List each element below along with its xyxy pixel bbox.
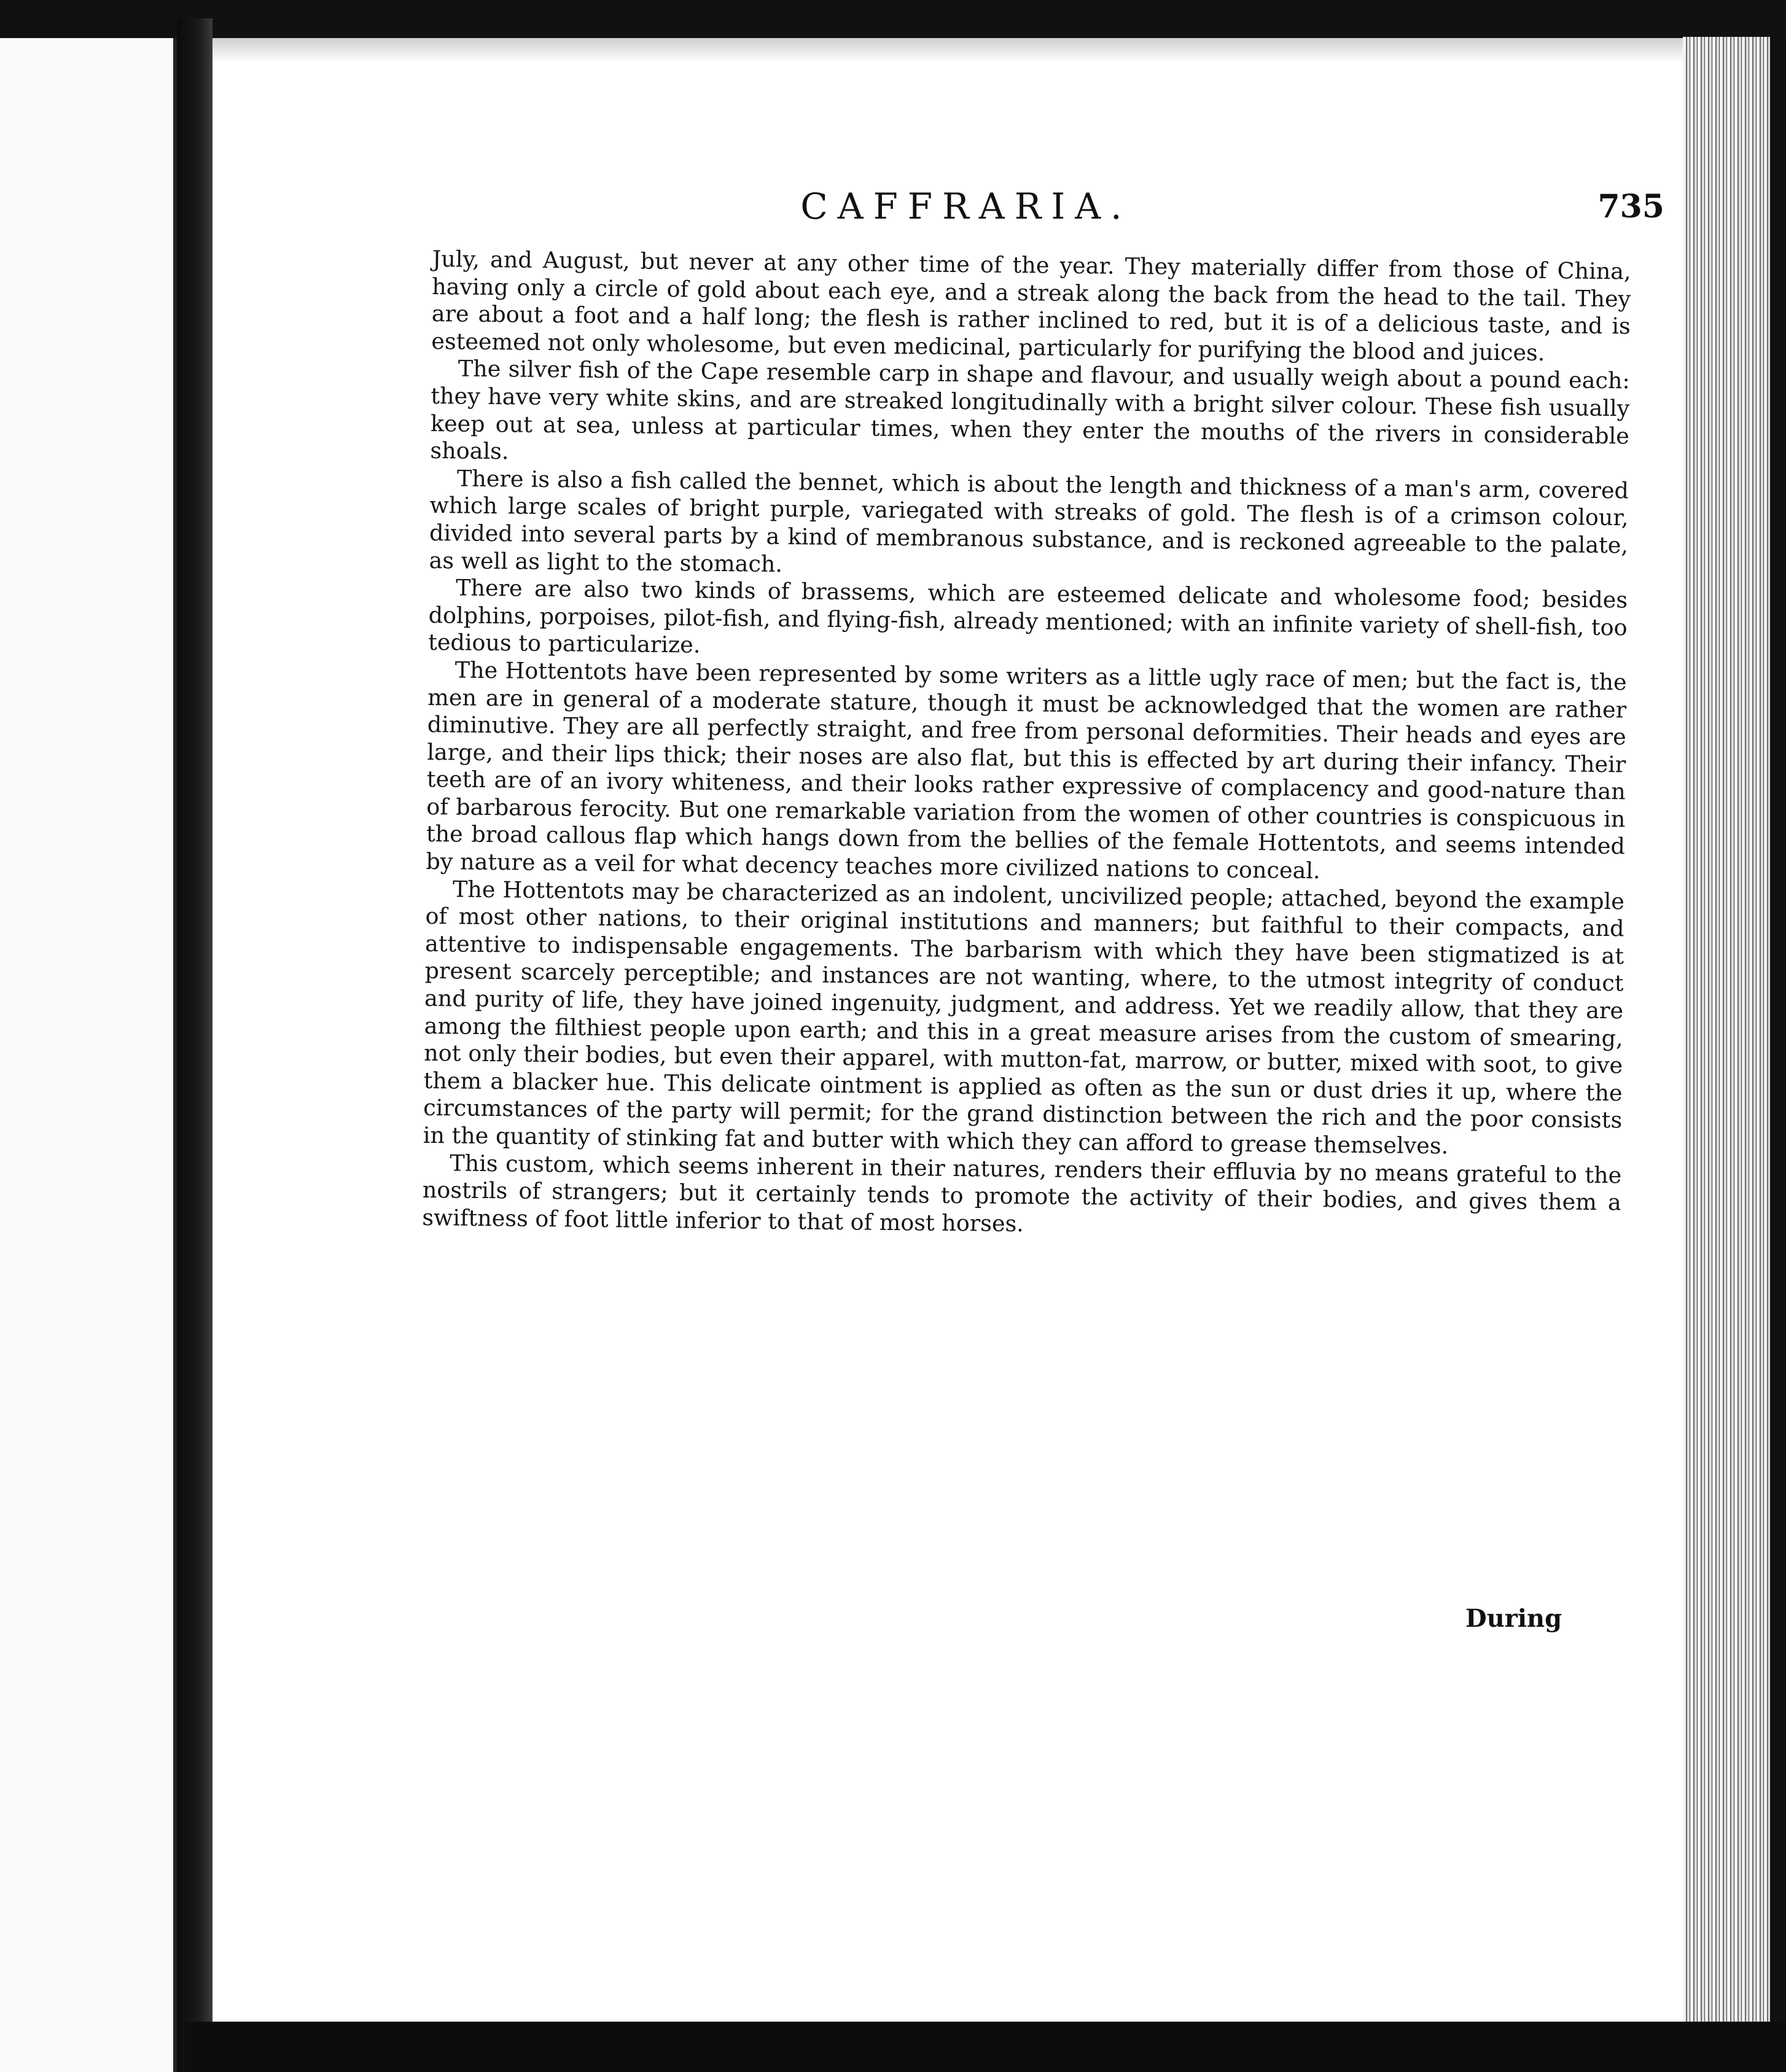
- book-page: [213, 63, 1683, 2022]
- scan-top-border: [0, 0, 1786, 38]
- running-head: [213, 185, 1683, 253]
- paragraph: July, and August, but never at any other time of the year. They materially differ from those of China, having only a circle of gold about each eye, and a streak along the back from the head to the tail. They are about a foot and a half long; the flesh is rather inclined to red, but it is of a delicious taste, and is esteemed not only wholesome, but even medicinal, particularly for purifying the blood and juices.: [431, 246, 1631, 366]
- scan-right-border: [1770, 37, 1786, 2027]
- scan-bottom-border: [184, 2022, 1786, 2072]
- catchword: During: [1465, 1604, 1562, 1633]
- paragraph: There are also two kinds of brassems, which are esteemed delicate and wholesome food; besides dolphins, porpoises, pilot-fish, and flying-fish, already mentioned; with an infinite variety of shell-fish, too tedious to particularize.: [428, 574, 1628, 658]
- binding-gutter: [177, 18, 213, 2072]
- running-head-title: CAFFRARIA.: [800, 185, 1132, 227]
- paragraph: The Hottentots have been represented by some writers as a little ugly race of men; but the fact is, the men are in general of a moderate stature, though it must be acknowledged that the women are rather diminutive. They are all perfectly straight, and free from personal deformities. Their heads and eyes are large, and their lips thick; their noses are also flat, but this is effected by art during their infancy. Their teeth are of an ivory whiteness, and their looks rather expressive of complacency and good-nature than of barbarous ferocity. But one remarkable variation from the women of other countries is conspicuous in the broad callous flap which hangs down from the bellies of the female Hottentots, and seems intended by nature as a veil for what decency teaches more civilized nations to conceal.: [426, 656, 1627, 884]
- body-text: [422, 246, 1631, 1244]
- paragraph: The Hottentots may be characterized as an indolent, uncivilized people; attached, beyond the example of most other nations, to their original institutions and manners; but faithful to their compacts, and attentive to indispensable engagements. The barbarism with which they have been stigmatized is at present scarcely perceptible; and instances are not wanting, where, to the utmost integrity of conduct and purity of life, they have joined ingenuity, judgment, and address. Yet we readily allow, that they are among the filthiest people upon earth; and this in a great measure arises from the custom of smearing, not only their bodies, but even their apparel, with mutton-fat, marrow, or butter, mixed with soot, to give them a blacker hue. This delicate ointment is applied as often as the sun or dust dries it up, where the circumstances of the party will permit; for the grand distinction between the rich and the poor consists in the quantity of stinking fat and butter with which they can afford to grease themselves.: [423, 876, 1625, 1159]
- page-number: 735: [1597, 188, 1664, 225]
- page-top-shadow: [213, 38, 1683, 63]
- paragraph: This custom, which seems inherent in their natures, renders their effluvia by no means grateful to the nostrils of strangers; but it certainly tends to promote the activity of their bodies, and gives them a swiftness of foot little inferior to that of most horses.: [422, 1149, 1622, 1237]
- paragraph: The silver fish of the Cape resemble carp in shape and flavour, and usually weigh about a pound each: they have very white skins, and are streaked longitudinally with a bright silver colour. These fish usually keep out at sea, unless at particular times, when they enter the mouths of the rivers in considerable shoals.: [430, 355, 1631, 465]
- facing-page-edge: [0, 38, 177, 2072]
- paragraph: There is also a fish called the bennet, which is about the length and thickness of a man's arm, covered which large scales of bright purple, variegated with streaks of gold. The flesh is of a crimson colour, divided into several parts by a kind of membranous substance, and is reckoned agreeable to the palate, as well as light to the stomach.: [429, 465, 1629, 577]
